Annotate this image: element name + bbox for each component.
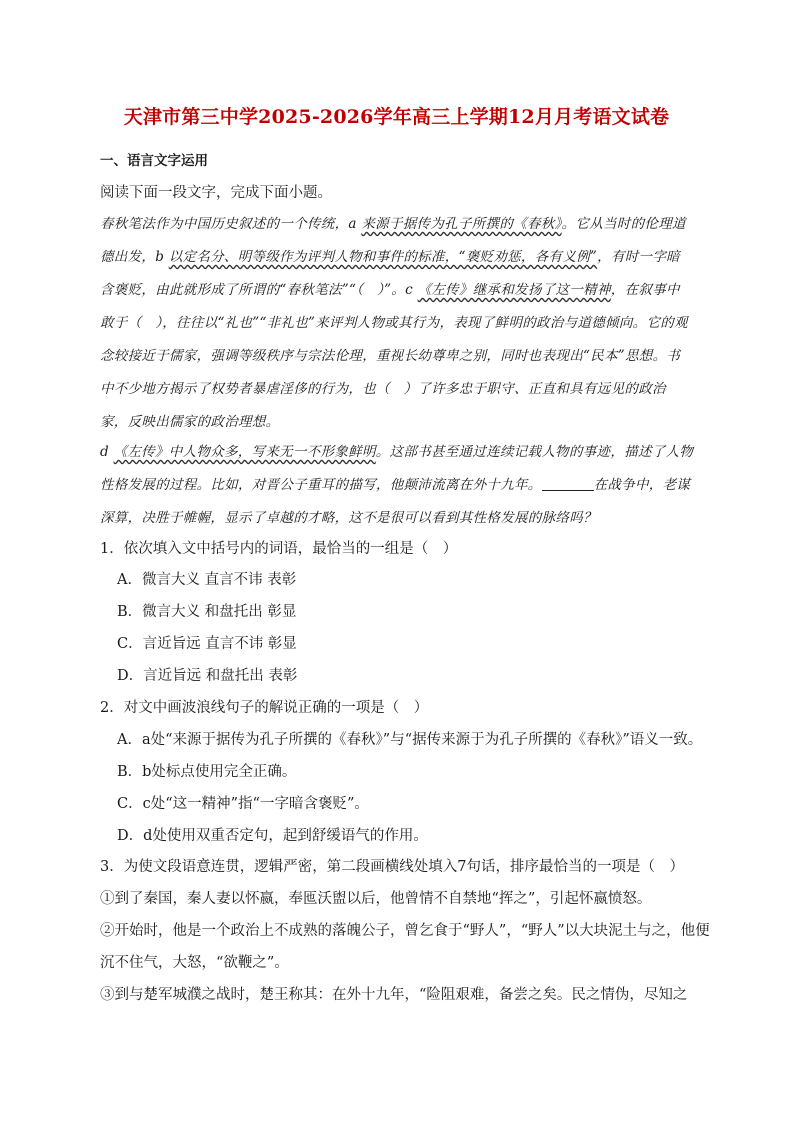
- passage-line: [100, 280, 680, 300]
- wavy-sentence-c: 《左传》继承和发扬了这一精神: [417, 282, 611, 298]
- passage-text: ，在叙事中: [610, 282, 680, 298]
- passage-text: 德出发，b: [100, 249, 169, 265]
- passage-line: 深算，决胜于帷幄，显示了卓越的才略，这不是很可以看到其性格发展的脉络吗？: [100, 510, 597, 526]
- passage-text: 性格发展的过程。比如，对晋公子重耳的描写，他颠沛流离在外十九年。: [100, 477, 542, 493]
- passage-text: 春秋笔法作为中国历史叙述的一个传统，a: [100, 216, 362, 232]
- question-1-stem: 1．依次填入文中括号内的词语，最恰当的一组是（ ）: [100, 541, 458, 557]
- passage-line: 念较接近于儒家，强调等级秩序与宗法伦理，重视长幼尊卑之别，同时也表现出“民本”思想。书: [100, 348, 681, 364]
- section-heading: 一、语言文字运用: [100, 153, 208, 169]
- q3-sentence-3: ③到与楚军城濮之战时，楚王称其：在外十九年，“险阻艰难，备尝之矣。民之情伪，尽知之: [100, 987, 688, 1003]
- passage-line: 敢于（ ），往往以“礼也”“非礼也”来评判人物或其行为，表现了鲜明的政治与道德倾向。它的观: [100, 315, 688, 331]
- q3-sentence-2: ②开始时，他是一个政治上不成熟的落魄公子，曾乞食于“野人”，“野人”以大块泥土与之，他便: [100, 923, 710, 939]
- passage-line: 家，反映出儒家的政治理想。: [100, 414, 280, 430]
- q2-option-b: B．b处标点使用完全正确。: [117, 764, 297, 780]
- passage-line: 中不少地方揭示了权势者暴虐淫侈的行为，也（ ）了许多忠于职守、正直和具有远见的政治: [100, 381, 666, 397]
- passage-text: ，有时一字暗: [597, 249, 680, 265]
- instruction-text: 阅读下面一段文字，完成下面小题。: [100, 185, 332, 201]
- passage-text: 。这部书甚至通过连续记载人物的事迹，描述了人物: [375, 444, 694, 460]
- q2-option-d: D．d处使用双重否定句，起到舒缓语气的作用。: [117, 828, 428, 844]
- page-title: 天津市第三中学2025-2026学年高三上学期12月月考语文试卷: [123, 106, 670, 128]
- q3-sentence-1: ①到了秦国，秦人妻以怀嬴，奉匜沃盥以后，他曾情不自禁地“挥之”，引起怀嬴愤怒。: [100, 891, 652, 907]
- q3-sentence-2-cont: 沉不住气，大怒，“欲鞭之”。: [100, 955, 289, 971]
- passage-line: [100, 475, 690, 495]
- question-3-stem: 3．为使文段语意连贯，逻辑严密，第二段画横线处填入7句话，排序最恰当的一项是（ ）: [100, 859, 684, 875]
- wavy-sentence-b: 以定名分、明等级作为评判人物和事件的标准，“褒贬劝惩，各有义例”: [168, 249, 598, 265]
- q1-option-b: B．微言大义 和盘托出 彰显: [117, 604, 297, 620]
- wavy-sentence-d: 《左传》中人物众多，写来无一不形象鲜明: [113, 444, 376, 460]
- passage-text: 含褒贬，由此就形成了所谓的“春秋笔法”“（ ）”。c: [100, 282, 418, 298]
- wavy-sentence-a: 来源于据传为孔子所撰的《春秋》: [361, 216, 562, 232]
- passage-text: 在战争中，老谋: [593, 477, 691, 493]
- fill-blank-line: [542, 476, 594, 491]
- q2-option-c: C．c处“这一精神”指“一字暗含褒贬”。: [117, 796, 369, 812]
- question-2-stem: 2．对文中画波浪线句子的解说正确的一项是（ ）: [100, 700, 429, 716]
- passage-text: 。它从当时的伦理道: [561, 216, 686, 232]
- q1-option-a: A．微言大义 直言不讳 表彰: [117, 572, 297, 588]
- q2-option-a: A．a处“来源于据传为孔子所撰的《春秋》”与“据传来源于为孔子所撰的《春秋》”语义一致。: [117, 732, 703, 748]
- q1-option-d: D．言近旨远 和盘托出 表彰: [117, 668, 298, 684]
- passage-line: [100, 247, 680, 267]
- passage-line: [100, 442, 693, 462]
- passage-line: [100, 214, 686, 234]
- passage-text: d: [100, 444, 114, 460]
- q1-option-c: C．言近旨远 直言不讳 彰显: [117, 636, 297, 652]
